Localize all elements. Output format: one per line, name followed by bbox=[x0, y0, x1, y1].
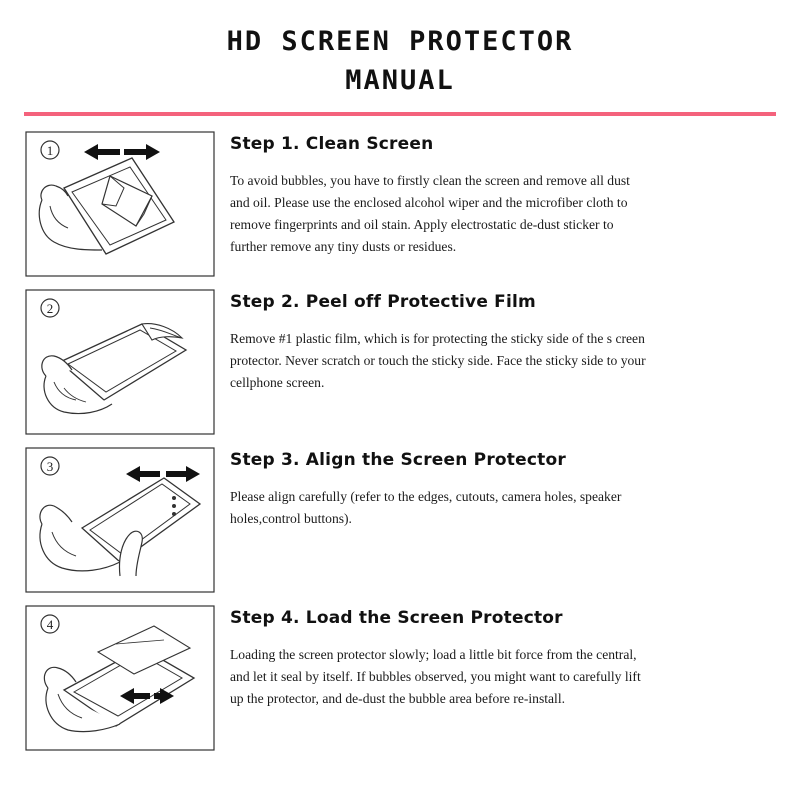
svg-text:3: 3 bbox=[46, 459, 54, 475]
step-body: Remove #1 plastic film, which is for protecting the sticky side of the s creen protector. Never scratch or touch the sticky side. Face the sticky side to your cellphone screen. bbox=[230, 331, 646, 391]
step-item bbox=[24, 130, 776, 278]
svg-text:2: 2 bbox=[46, 301, 54, 317]
page-title-line-1: HD SCREEN PROTECTOR bbox=[226, 26, 574, 57]
step-text bbox=[216, 288, 776, 394]
title-block bbox=[0, 0, 800, 116]
step-text bbox=[216, 446, 776, 530]
clean-screen-illustration bbox=[24, 130, 216, 278]
step-body: Loading the screen protector slowly; load a little bit force from the central, and let it seal by itself. If bubbles observed, you might want to carefully lift up the protector, and de-dust the bubble area before re-install. bbox=[230, 647, 641, 707]
step-title: Step 3. Align the Screen Protector bbox=[230, 450, 566, 471]
step-text bbox=[216, 130, 776, 258]
svg-text:4: 4 bbox=[46, 617, 54, 633]
steps-list bbox=[0, 116, 800, 752]
peel-film-illustration bbox=[24, 288, 216, 436]
step-body: Please align carefully (refer to the edges, cutouts, camera holes, speaker holes,control buttons). bbox=[230, 489, 622, 527]
load-protector-illustration bbox=[24, 604, 216, 752]
step-item bbox=[24, 604, 776, 752]
page-title-line-2: MANUAL bbox=[345, 65, 455, 97]
align-protector-illustration bbox=[24, 446, 216, 594]
svg-text:1: 1 bbox=[46, 143, 54, 159]
step-title: Step 4. Load the Screen Protector bbox=[230, 608, 563, 629]
step-item bbox=[24, 446, 776, 594]
step-title: Step 2. Peel off Protective Film bbox=[230, 292, 536, 313]
step-title: Step 1. Clean Screen bbox=[230, 134, 434, 155]
step-text bbox=[216, 604, 776, 710]
step-item bbox=[24, 288, 776, 436]
step-body: To avoid bubbles, you have to firstly clean the screen and remove all dust and oil. Please use the enclosed alcohol wiper and the microfiber cloth to remove fingerprints and oil stain. Apply electrostatic de-dust sticker to further remove any tiny dusts or residues. bbox=[230, 173, 630, 255]
